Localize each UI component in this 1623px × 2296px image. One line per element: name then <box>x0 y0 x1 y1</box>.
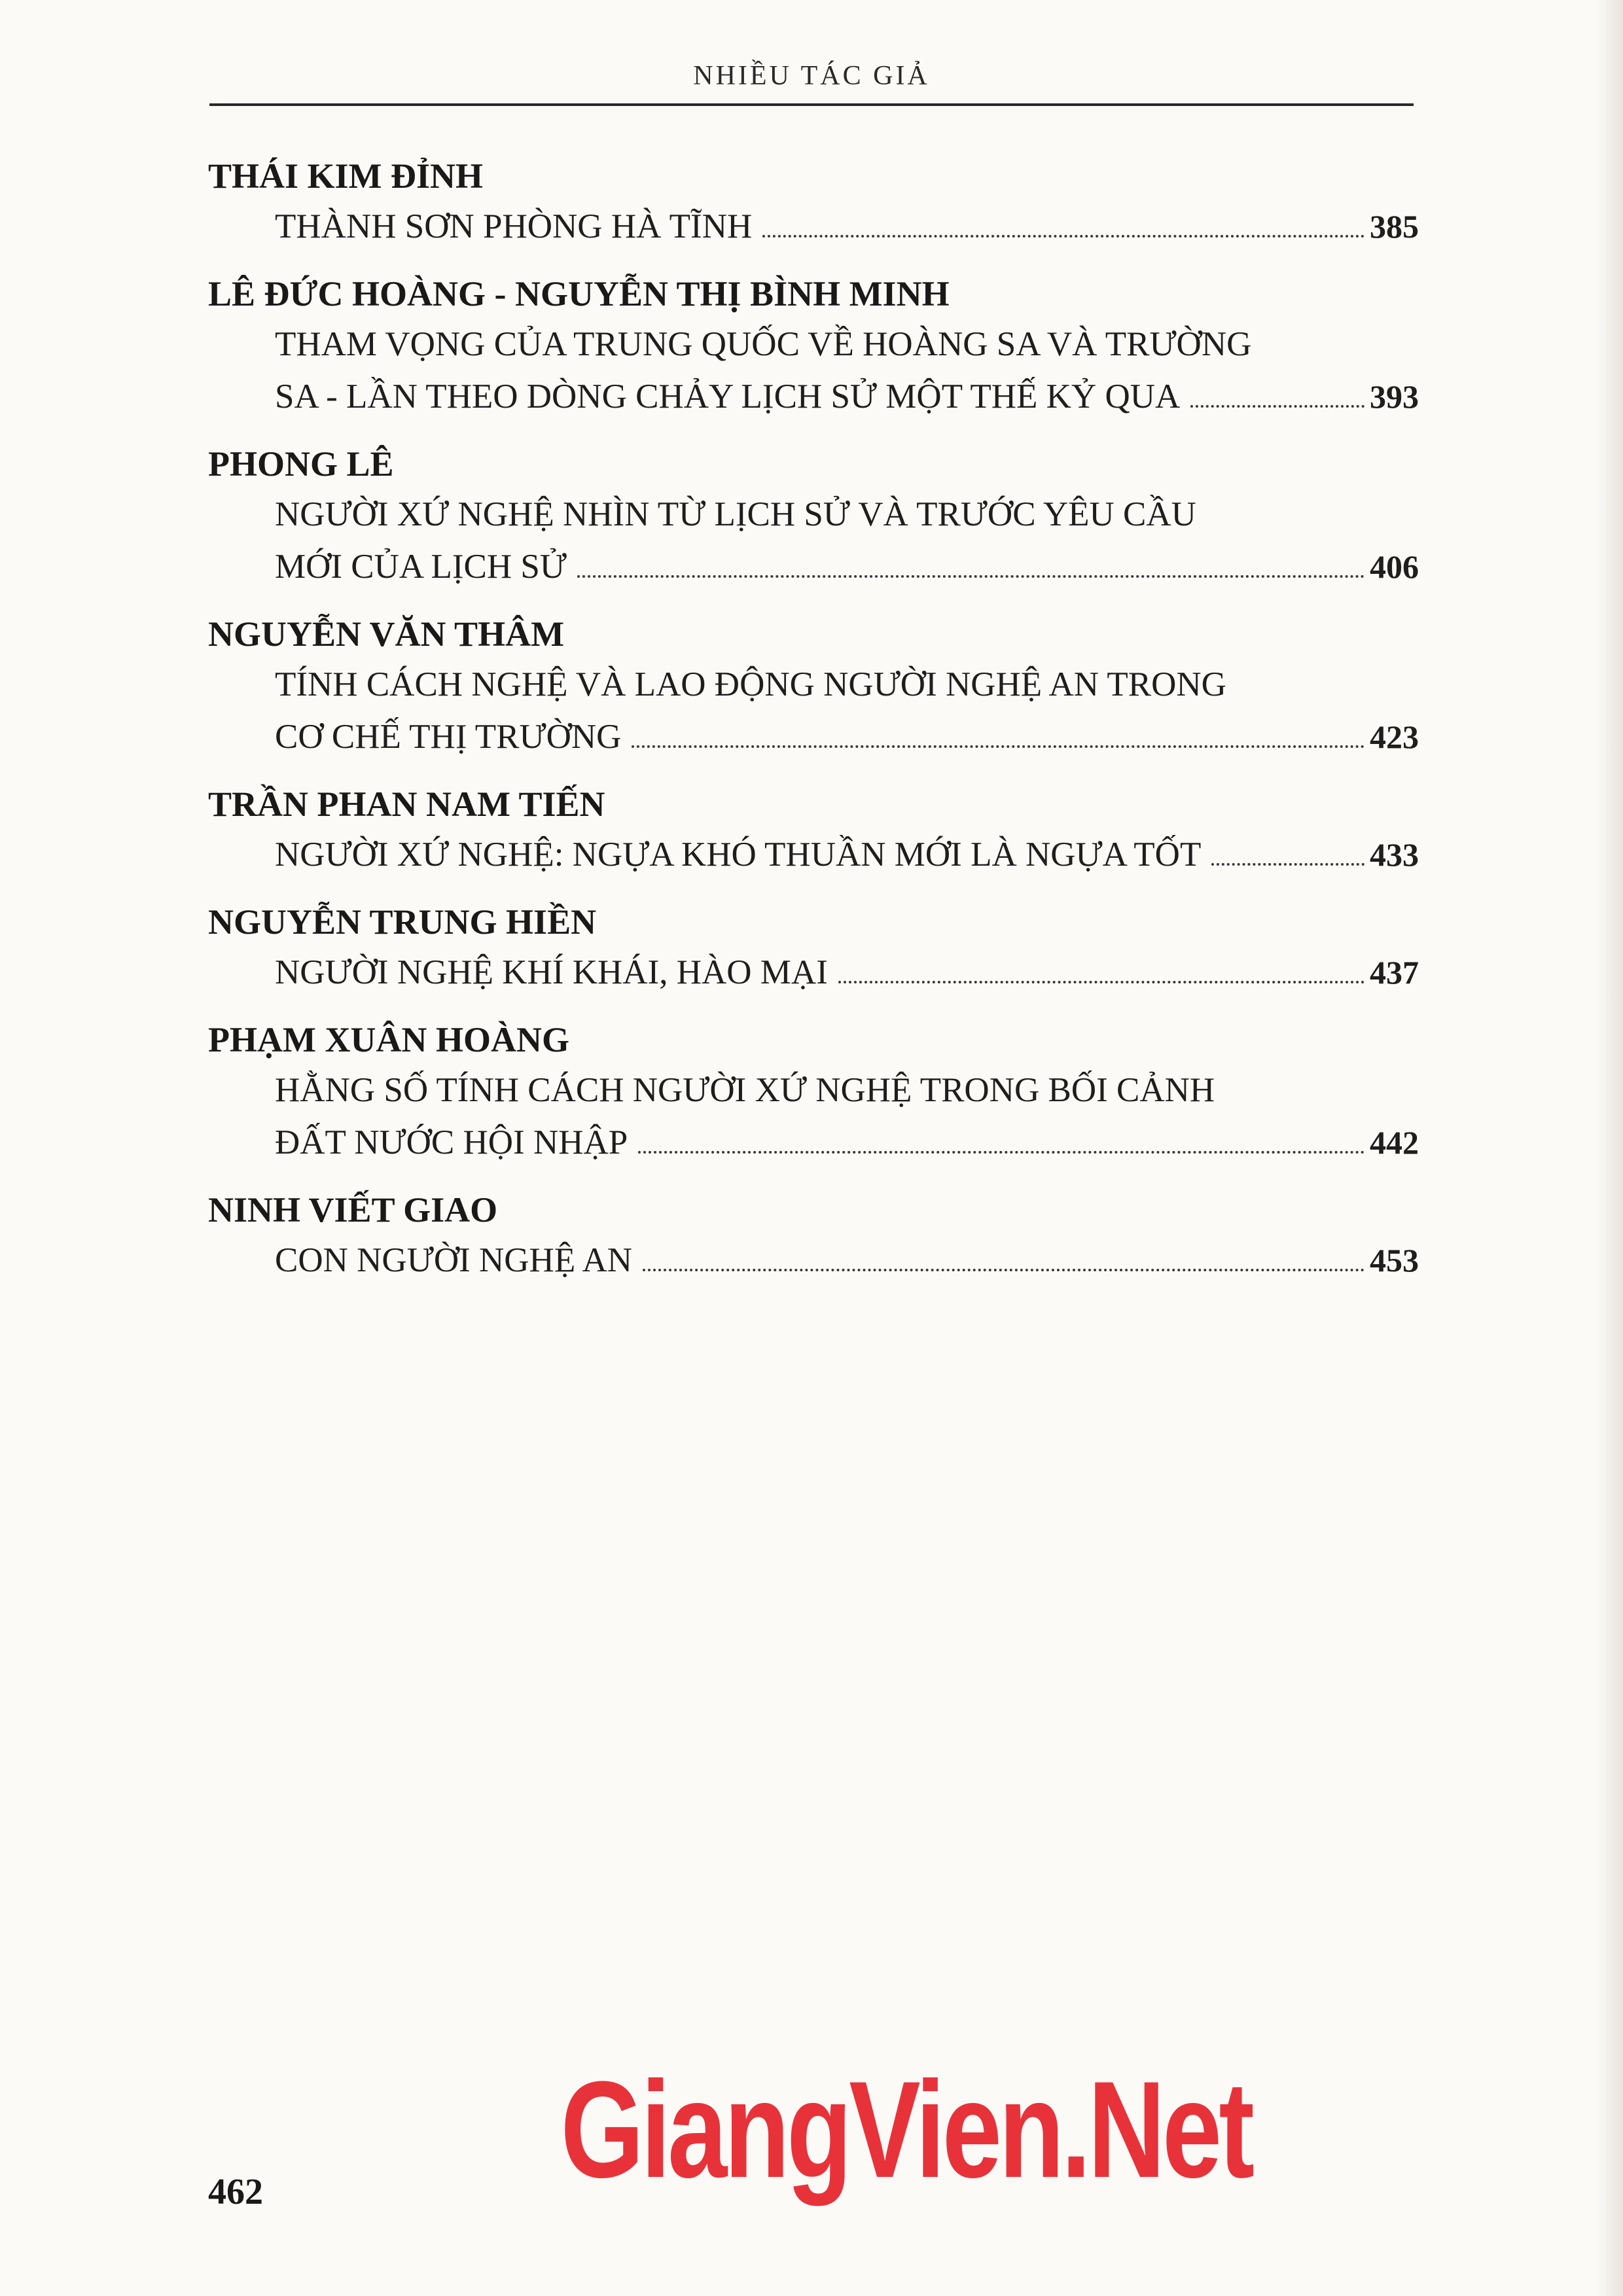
toc-title <box>275 1064 1419 1169</box>
toc-title-line: NGƯỜI XỨ NGHỆ NHÌN TỪ LỊCH SỬ VÀ TRƯỚC YÊU CẦU <box>275 495 1196 533</box>
toc-author: PHẠM XUÂN HOÀNG <box>208 1020 569 1059</box>
watermark-logo: GiangVien.Net <box>560 2053 1252 2206</box>
toc-entry <box>208 898 1419 998</box>
toc-title <box>275 828 1419 881</box>
toc-title-last-line[interactable] <box>275 370 1419 423</box>
toc-title-last-line[interactable] <box>275 200 1419 253</box>
toc-entry <box>208 1186 1419 1286</box>
toc-title-text: SA - LẦN THEO DÒNG CHẢY LỊCH SỬ MỘT THẾ KỶ QUA <box>275 378 1181 415</box>
toc-page-number: 406 <box>1370 548 1419 585</box>
dot-leader <box>838 981 1364 983</box>
toc-entry <box>208 270 1419 423</box>
toc-entry <box>208 1016 1419 1169</box>
toc-title-text: CON NGƯỜI NGHỆ AN <box>275 1241 633 1279</box>
dot-leader <box>577 575 1364 578</box>
page-shadow-edge <box>1597 0 1623 2296</box>
toc-page-number: 385 <box>1370 208 1419 245</box>
toc-title-text: MỚI CỦA LỊCH SỬ <box>275 548 567 586</box>
toc-author: PHONG LÊ <box>208 444 394 484</box>
toc-title-last-line[interactable] <box>275 828 1419 881</box>
header-rule <box>209 103 1414 106</box>
dot-leader <box>762 235 1364 238</box>
dot-leader <box>632 745 1364 748</box>
toc-title <box>275 200 1419 253</box>
toc-title-text: ĐẤT NƯỚC HỘI NHẬP <box>275 1123 628 1161</box>
toc-title-last-line[interactable] <box>275 1234 1419 1286</box>
toc-author: NGUYỄN VĂN THÂM <box>208 614 565 654</box>
toc-title-last-line[interactable] <box>275 711 1419 763</box>
toc-page-number: 433 <box>1370 836 1419 873</box>
toc-title <box>275 488 1419 593</box>
toc-title <box>275 946 1419 998</box>
toc-entry <box>208 610 1419 763</box>
toc-entry <box>208 780 1419 881</box>
dot-leader <box>643 1269 1364 1271</box>
toc-author: NINH VIẾT GIAO <box>208 1190 498 1229</box>
toc-page-number: 423 <box>1370 718 1419 755</box>
toc-title <box>275 1234 1419 1286</box>
running-head: NHIỀU TÁC GIẢ <box>693 61 930 91</box>
toc-page-number: 437 <box>1370 954 1419 991</box>
toc-title-text: NGƯỜI XỨ NGHỆ: NGỰA KHÓ THUẦN MỚI LÀ NGỰA TỐT <box>275 836 1202 874</box>
table-of-contents <box>208 152 1419 1303</box>
toc-title-line: HẰNG SỐ TÍNH CÁCH NGƯỜI XỨ NGHỆ TRONG BỐI CẢNH <box>275 1071 1215 1109</box>
toc-page-number: 393 <box>1370 378 1419 415</box>
toc-title-text: NGƯỜI NGHỆ KHÍ KHÁI, HÀO MẠI <box>275 953 828 991</box>
toc-title-last-line[interactable] <box>275 540 1419 593</box>
toc-title-last-line[interactable] <box>275 1116 1419 1169</box>
toc-title-text: CƠ CHẾ THỊ TRƯỜNG <box>275 718 622 756</box>
toc-author: NGUYỄN TRUNG HIỀN <box>208 902 597 942</box>
toc-title-text: THÀNH SƠN PHÒNG HÀ TĨNH <box>275 207 753 245</box>
toc-title <box>275 658 1419 763</box>
toc-page-number: 442 <box>1370 1124 1419 1161</box>
toc-title-line: TÍNH CÁCH NGHỆ VÀ LAO ĐỘNG NGƯỜI NGHỆ AN TRONG <box>275 665 1226 703</box>
toc-author: THÁI KIM ĐỈNH <box>208 156 484 196</box>
footer-page-number: 462 <box>208 2172 263 2212</box>
page-header <box>209 60 1414 106</box>
toc-author: TRẦN PHAN NAM TIẾN <box>208 785 605 824</box>
toc-entry <box>208 440 1419 593</box>
toc-title-last-line[interactable] <box>275 946 1419 998</box>
toc-entry <box>208 152 1419 253</box>
toc-title <box>275 318 1419 423</box>
dot-leader <box>638 1151 1364 1154</box>
dot-leader <box>1211 863 1364 866</box>
toc-page-number: 453 <box>1370 1242 1419 1279</box>
toc-author: LÊ ĐỨC HOÀNG - NGUYỄN THỊ BÌNH MINH <box>208 274 950 313</box>
dot-leader <box>1190 405 1364 408</box>
toc-title-line: THAM VỌNG CỦA TRUNG QUỐC VỀ HOÀNG SA VÀ TRƯỜNG <box>275 325 1252 363</box>
